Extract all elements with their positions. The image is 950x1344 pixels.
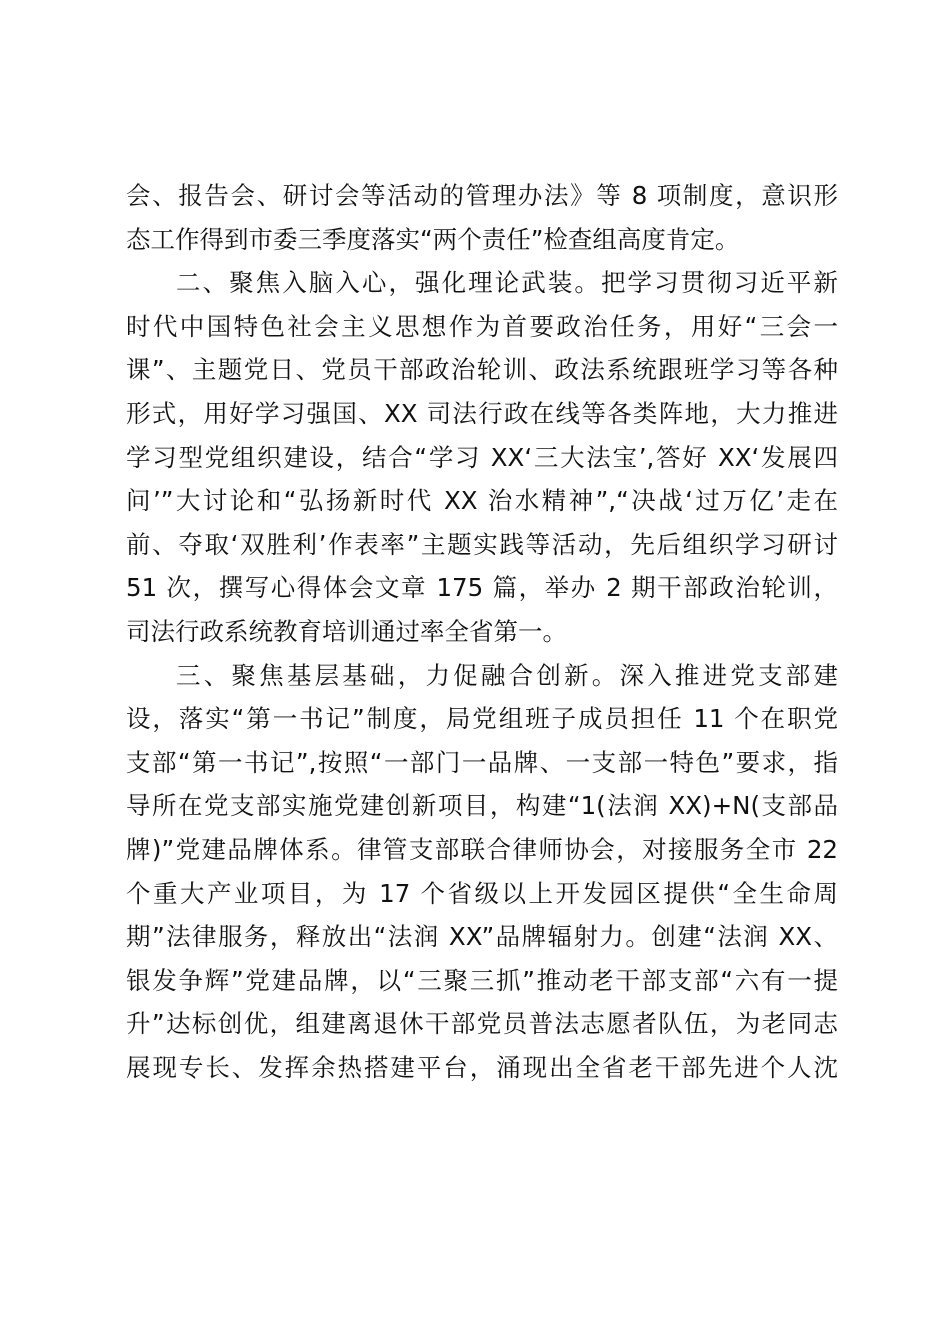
- text-line: 51 次，撰写心得体会文章 175 篇，举办 2 期干部政治轮训，: [126, 573, 838, 603]
- text-line: 银发争辉”党建品牌，以“三聚三抓”推动老干部支部“六有一提: [126, 965, 838, 995]
- text-line: 前、夺取‘双胜利’作表率”主题实践等活动，先后组织学习研讨: [126, 529, 838, 559]
- text-line: 升”达标创优，组建离退休干部党员普法志愿者队伍，为老同志: [126, 1009, 838, 1039]
- text-line: 形式，用好学习强国、XX 司法行政在线等各类阵地，大力推进: [126, 398, 838, 428]
- text-line: 牌)”党建品牌体系。律管支部联合律师协会，对接服务全市 22: [126, 834, 838, 864]
- text-line: 态工作得到市委三季度落实“两个责任”检查组高度肯定。: [126, 224, 740, 254]
- text-line: 课”、主题党日、党员干部政治轮训、政法系统跟班学习等各种: [126, 355, 838, 385]
- text-line: 个重大产业项目，为 17 个省级以上开发园区提供“全生命周: [126, 878, 838, 908]
- text-line: 期”法律服务，释放出“法润 XX”品牌辐射力。创建“法润 XX、: [126, 922, 838, 952]
- text-line: 导所在党支部实施党建创新项目，构建“1(法润 XX)+N(支部品: [126, 791, 838, 821]
- text-line: 时代中国特色社会主义思想作为首要政治任务，用好“三会一: [126, 311, 838, 341]
- text-line-section-heading: 三、聚焦基层基础，力促融合创新。深入推进党支部建: [176, 660, 838, 690]
- text-line: 司法行政系统教育培训通过率全省第一。: [126, 616, 567, 646]
- text-line: 展现专长、发挥余热搭建平台，涌现出全省老干部先进个人沈: [126, 1052, 838, 1082]
- text-line: 学习型党组织建设，结合“学习 XX‘三大法宝’,答好 XX‘发展四: [126, 442, 838, 472]
- text-line: 会、报告会、研讨会等活动的管理办法》等 8 项制度，意识形: [126, 181, 838, 210]
- text-line: 问’”大讨论和“弘扬新时代 XX 治水精神”,“决战‘过万亿’走在: [126, 486, 838, 516]
- document-body-text: [126, 174, 838, 1089]
- text-line: 设，落实“第一书记”制度，局党组班子成员担任 11 个在职党: [126, 704, 838, 734]
- text-line-section-heading: 二、聚焦入脑入心，强化理论武装。把学习贯彻习近平新: [176, 268, 838, 298]
- text-line: 支部“第一书记”,按照“一部门一品牌、一支部一特色”要求，指: [126, 747, 838, 777]
